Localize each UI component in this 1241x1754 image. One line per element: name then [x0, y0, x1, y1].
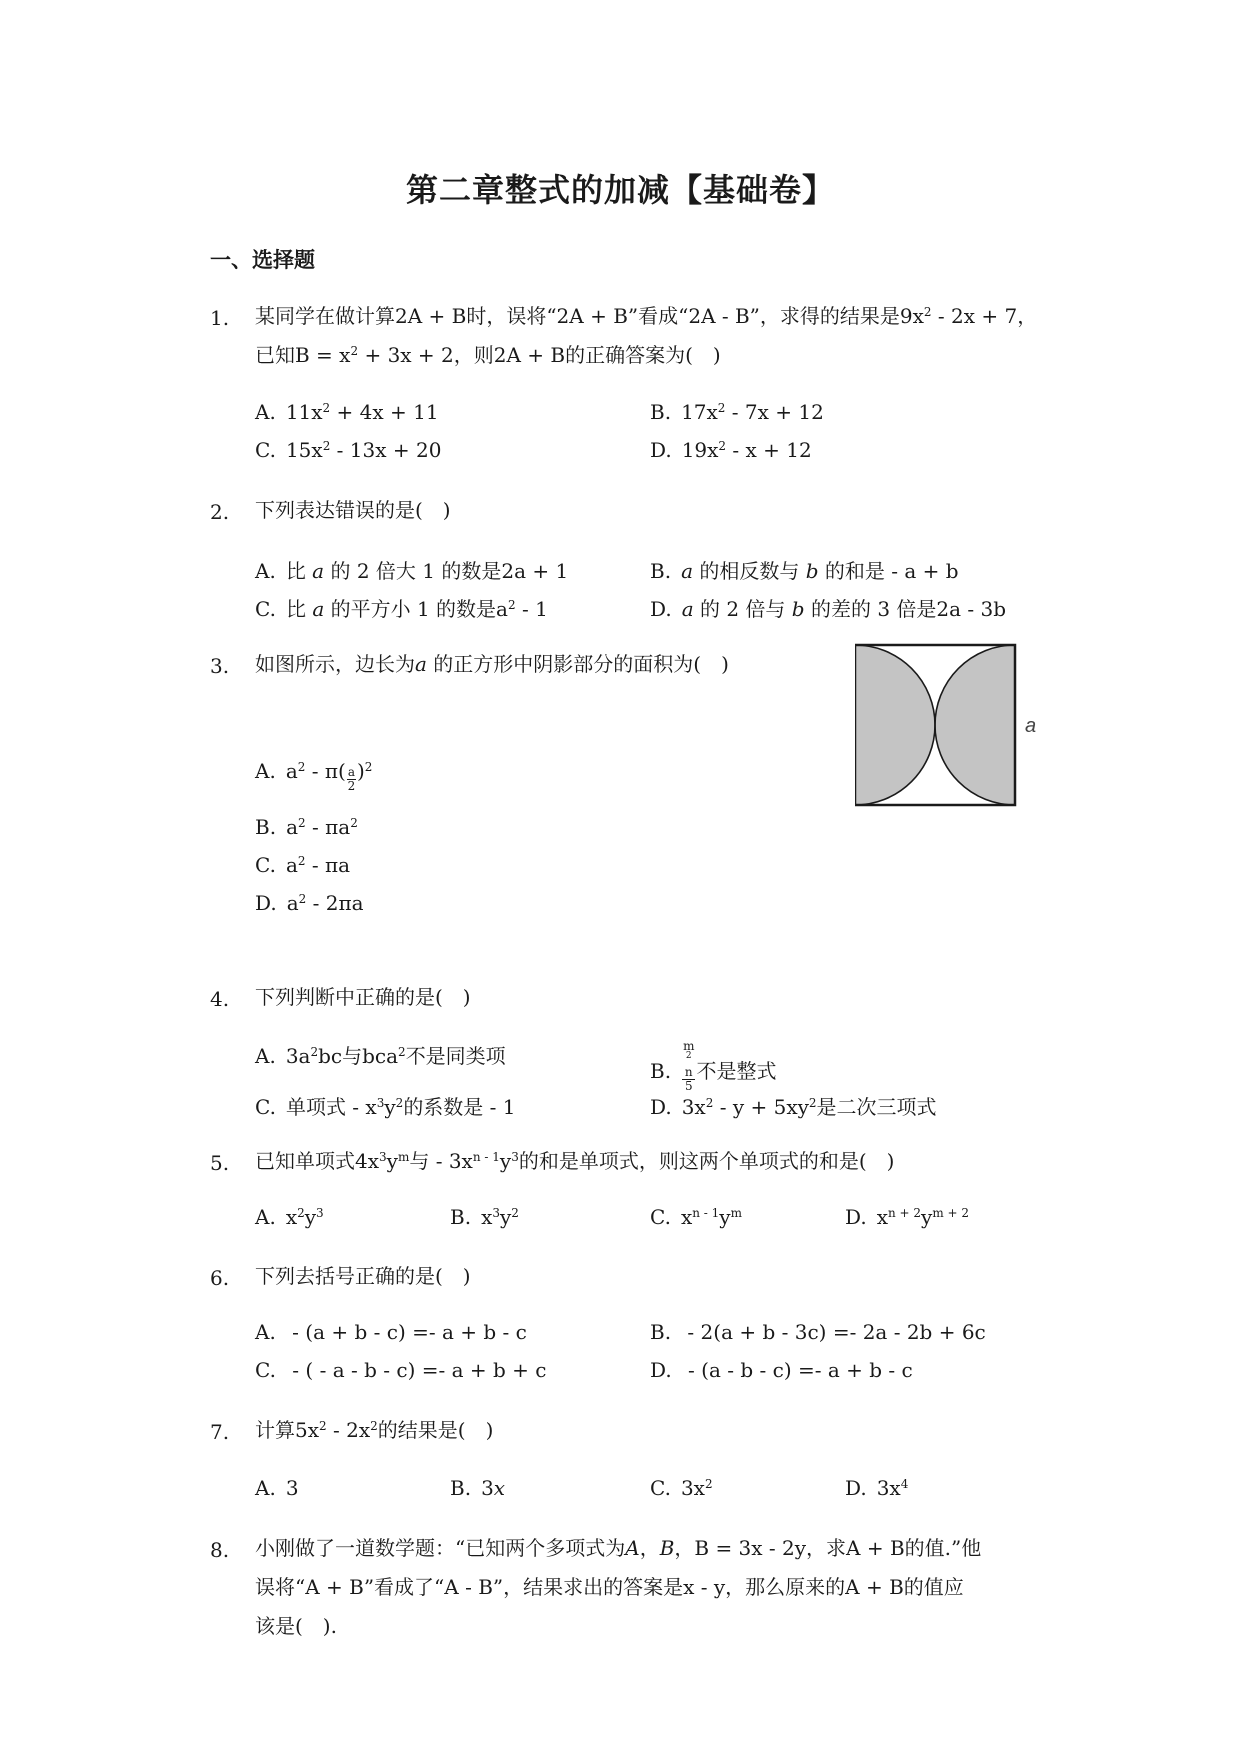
- question-4-option-c[interactable]: C. 单项式 - $x^3y^2$的系数是 - 1: [255, 1095, 516, 1119]
- question-3-text: 如图所示，边长为a 的正方形中阴影部分的面积为( ): [255, 652, 729, 676]
- question-7-text: 计算$5x^2 - 2x^2$的结果是( ): [255, 1418, 494, 1442]
- question-2-option-c[interactable]: C. 比 a 的平方小 1 的数是$a^2 - 1$: [255, 597, 548, 621]
- question-5-text: 已知单项式$4x^3y^m$与 - $3x^{n - 1}y^3$的和是单项式，则这两个单项式的和是( ): [255, 1149, 895, 1173]
- question-3-option-d[interactable]: D. $a^2 - 2\pi a$: [255, 891, 364, 915]
- square-figure-svg: [855, 640, 1055, 810]
- question-1-option-c[interactable]: C. $15x^2 - 13x + 20$: [255, 438, 442, 462]
- question-2-option-d[interactable]: D. a 的 2 倍与 b 的差的 3 倍是2a - 3b: [650, 597, 1007, 621]
- question-4-text: 下列判断中正确的是( ): [255, 985, 471, 1009]
- section-heading: 一、选择题: [210, 247, 315, 272]
- question-5-option-b[interactable]: B. $x^3y^2$: [450, 1205, 519, 1229]
- question-4-option-d[interactable]: D. $3x^2 - y + 5xy^2$是二次三项式: [650, 1095, 937, 1119]
- question-2-number: 2.: [210, 500, 230, 524]
- question-2-text: 下列表达错误的是( ): [255, 498, 451, 522]
- question-3-option-c[interactable]: C. $a^2$ - πa: [255, 853, 351, 877]
- question-8-text: 小刚做了一道数学题：“已知两个多项式为A，B，B = 3x - 2y，求A + B的值.”他 误将“A + B”看成了“A - B”，结果求出的答案是x - y，那么原来的A + B的值应 该是( ).: [255, 1536, 982, 1638]
- question-6-option-c[interactable]: C. - ( - a - b - c) =- a + b + c: [255, 1358, 547, 1382]
- question-4-option-b[interactable]: B. m $^2$ n 5 不是整式: [650, 1039, 777, 1093]
- question-7-option-d[interactable]: D. $3x^4$: [845, 1476, 909, 1500]
- question-6-number: 6.: [210, 1266, 230, 1290]
- side-length-label: a: [1025, 715, 1037, 737]
- question-2-option-a[interactable]: A. 比 a 的 2 倍大 1 的数是2a + 1: [255, 559, 569, 583]
- question-4-number: 4.: [210, 987, 230, 1011]
- shaded-square-figure: [855, 640, 1055, 814]
- question-4-option-a[interactable]: A. $3a^2bc$与bca$^2$不是同类项: [255, 1044, 506, 1068]
- question-3-number: 3.: [210, 654, 230, 678]
- question-6-text: 下列去括号正确的是( ): [255, 1264, 471, 1288]
- question-1-option-a[interactable]: A. $11x^2 + 4x + 11$: [255, 400, 439, 424]
- question-1-text: 某同学在做计算2A + B时，误将“2A + B”看成“2A - B”，求得的结果是$9x^2 - 2x + 7$， 已知$B = x^2 + 3x + 2$，则2A + B的正确答案为( ): [255, 304, 1038, 367]
- question-6-option-b[interactable]: B. - 2(a + b - 3c) =- 2a - 2b + 6c: [650, 1320, 986, 1344]
- question-8-number: 8.: [210, 1538, 230, 1562]
- question-7-option-a[interactable]: A. 3: [255, 1476, 299, 1500]
- question-1-option-b[interactable]: B. $17x^2 - 7x + 12$: [650, 400, 824, 424]
- page-title: 第二章整式的加减【基础卷】: [405, 171, 835, 209]
- question-6-option-d[interactable]: D. - (a - b - c) =- a + b - c: [650, 1358, 913, 1382]
- question-1-option-d[interactable]: D. $19x^2 - x + 12$: [650, 438, 812, 462]
- question-6-option-a[interactable]: A. - (a + b - c) =- a + b - c: [255, 1320, 527, 1344]
- question-5-number: 5.: [210, 1151, 230, 1175]
- question-2-option-b[interactable]: B. a 的相反数与 b 的和是 - a + b: [650, 559, 959, 583]
- question-3-option-a[interactable]: A. $a^2 - \pi$( $\frac{a}{2}$ )$^2$: [255, 759, 373, 793]
- question-7-option-c[interactable]: C. $3x^2$: [650, 1476, 713, 1500]
- question-5-option-a[interactable]: A. $x^2y^3$: [255, 1205, 324, 1229]
- question-1-number: 1.: [210, 306, 230, 330]
- question-7-option-b[interactable]: B. 3x: [450, 1476, 506, 1500]
- question-3-option-b[interactable]: B. $a^2 - \pi a^2$: [255, 815, 358, 839]
- question-7-number: 7.: [210, 1420, 230, 1444]
- question-5-option-c[interactable]: C. $x^{n - 1}y^m$: [650, 1205, 742, 1229]
- question-5-option-d[interactable]: D. $x^{n + 2}y^{m + 2}$: [845, 1205, 970, 1229]
